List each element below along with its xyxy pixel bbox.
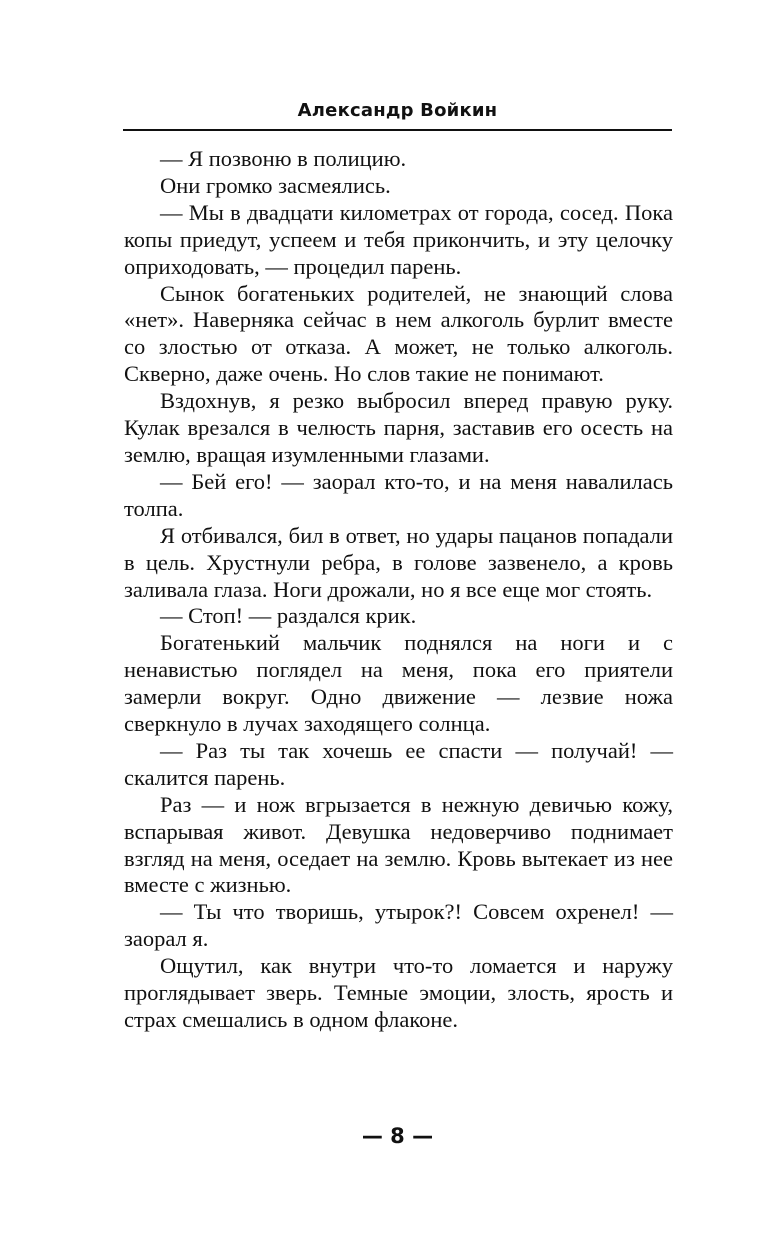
paragraph: Богатенький мальчик поднялся на ноги и с ненавистью поглядел на меня, пока его приятели замерли вокруг. Одно движение — лезвие ножа сверкнуло в лучах заходящего солнца. bbox=[124, 630, 673, 737]
running-head-author: Александр Войкин bbox=[297, 100, 498, 121]
paragraph: Вздохнув, я резко выбросил вперед правую руку. Кулак врезался в челюсть парня, заставив его осесть на землю, вращая изумленными глазами. bbox=[124, 388, 673, 467]
paragraph: — Мы в двадцати километрах от города, сосед. Пока копы приедут, успеем и тебя прикончить, и эту целочку оприходовать, — процедил парень. bbox=[124, 199, 673, 279]
paragraph: — Раз ты так хочешь ее спасти — получай! — скалится парень. bbox=[124, 737, 673, 790]
paragraph: Они громко засмеялись. bbox=[160, 172, 391, 198]
paragraph: — Стоп! — раздался крик. bbox=[160, 603, 417, 629]
paragraph: Я отбивался, бил в ответ, но удары пацанов попадали в цель. Хрустнули ребра, в голове зазвенело, а кровь заливала глаза. Ноги дрожали, но я все еще мог стоять. bbox=[124, 522, 673, 602]
paragraph: — Я позвоню в полицию. bbox=[160, 146, 407, 171]
paragraph: — Бей его! — заорал кто-то, и на меня навалилась толпа. bbox=[124, 468, 673, 521]
header-rule bbox=[123, 129, 672, 131]
paragraph: Сынок богатеньких родителей, не знающий слова «нет». Наверняка сейчас в нем алкоголь бурлит вместе со злостью от отказа. А может, не только алкоголь. Скверно, даже очень. Но слов такие не понимают. bbox=[124, 280, 673, 387]
paragraph: Раз — и нож вгрызается в нежную девичью кожу, вспарывая живот. Девушка недоверчиво поднимает взгляд на меня, оседает на землю. Кровь вытекает из нее вместе с жизнью. bbox=[124, 791, 673, 898]
paragraph: Ощутил, как внутри что-то ломается и наружу проглядывает зверь. Темные эмоции, злость, ярость и страх смешались в одном флаконе. bbox=[124, 953, 673, 1032]
page-number: — 8 — bbox=[361, 1124, 434, 1148]
paragraph: — Ты что творишь, утырок?! Совсем охренел! — заорал я. bbox=[124, 899, 673, 952]
body-text bbox=[124, 146, 673, 1034]
